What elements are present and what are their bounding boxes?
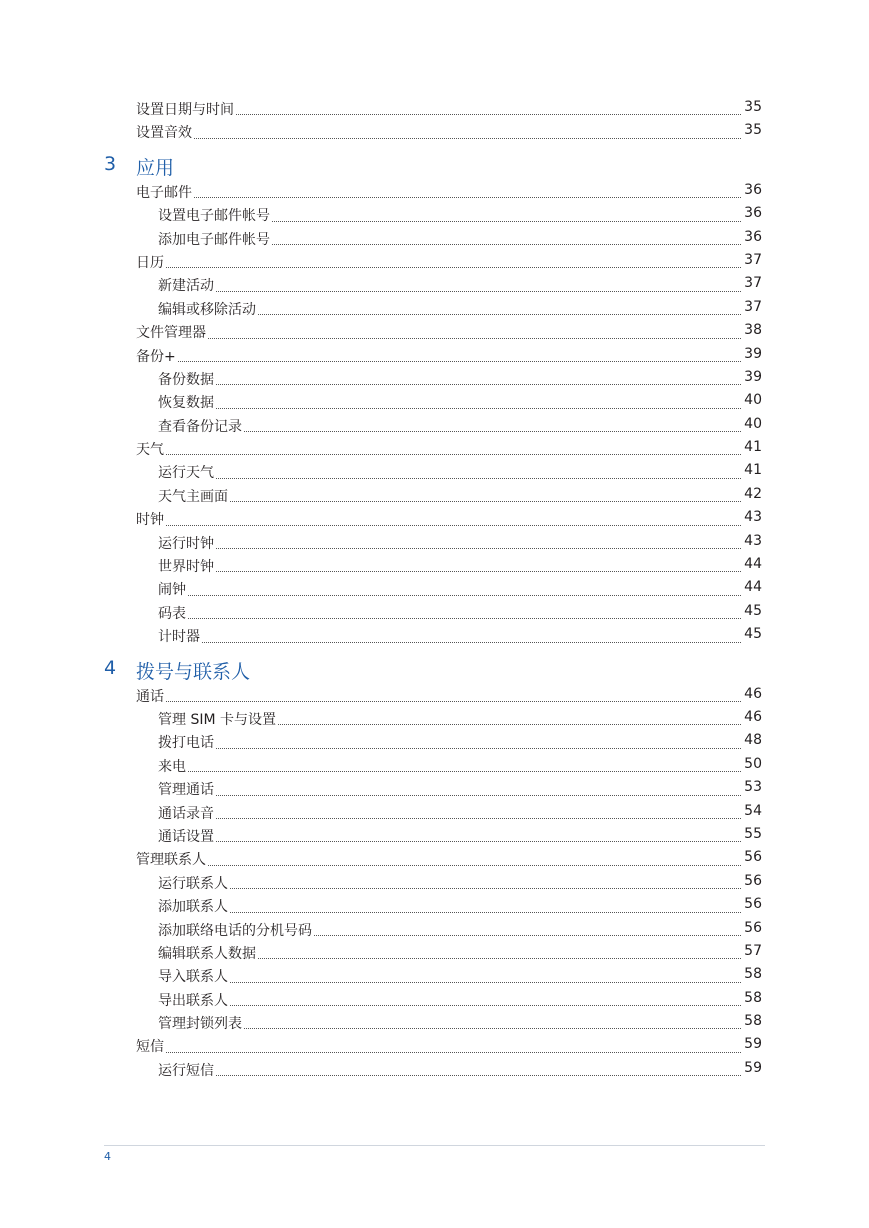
toc-entry[interactable] bbox=[0, 228, 869, 251]
toc-entry-label: 设置音效 bbox=[136, 122, 194, 142]
toc-entry-page: 40 bbox=[744, 392, 762, 409]
toc-entry-label: 闹钟 bbox=[158, 579, 188, 599]
toc-entry-page: 37 bbox=[744, 251, 762, 268]
toc-entry-page: 50 bbox=[744, 755, 762, 772]
toc-entry[interactable] bbox=[0, 1035, 869, 1058]
leader-dots bbox=[136, 197, 741, 198]
toc-entry-page: 53 bbox=[744, 779, 762, 796]
leader-dots bbox=[158, 291, 741, 292]
toc-entry[interactable] bbox=[0, 204, 869, 227]
toc-entry[interactable] bbox=[0, 438, 869, 461]
section-title: 应用 bbox=[136, 156, 175, 179]
section-heading-4 bbox=[0, 649, 869, 685]
toc-entry-label: 天气主画面 bbox=[158, 486, 230, 506]
toc-entry-page: 59 bbox=[744, 1059, 762, 1076]
toc-entry-page: 45 bbox=[744, 602, 762, 619]
leader-dots bbox=[136, 267, 741, 268]
toc-entry-label: 导入联系人 bbox=[158, 966, 230, 986]
toc-entry[interactable] bbox=[0, 731, 869, 754]
toc-entry[interactable] bbox=[0, 251, 869, 274]
leader-dots bbox=[158, 548, 741, 549]
toc-entry-page: 58 bbox=[744, 1013, 762, 1030]
toc-entry-label: 世界时钟 bbox=[158, 556, 216, 576]
leader-dots bbox=[158, 478, 741, 479]
leader-dots bbox=[136, 338, 741, 339]
toc-entry-label: 编辑联系人数据 bbox=[158, 943, 258, 963]
leader-dots bbox=[136, 865, 741, 866]
toc-entry-page: 48 bbox=[744, 732, 762, 749]
toc-entry[interactable] bbox=[0, 802, 869, 825]
toc-entry-label: 导出联系人 bbox=[158, 990, 230, 1010]
section-number: 3 bbox=[104, 152, 117, 175]
toc-entry-page: 38 bbox=[744, 322, 762, 339]
toc-entry[interactable] bbox=[0, 555, 869, 578]
toc-entry[interactable] bbox=[0, 989, 869, 1012]
toc-entry-page: 36 bbox=[744, 181, 762, 198]
toc-entry-label: 编辑或移除活动 bbox=[158, 299, 258, 319]
section-number: 4 bbox=[104, 656, 117, 679]
toc-entry-label: 添加电子邮件帐号 bbox=[158, 229, 272, 249]
toc-entry[interactable] bbox=[0, 345, 869, 368]
toc-entry[interactable] bbox=[0, 1059, 869, 1082]
toc-entry-page: 43 bbox=[744, 509, 762, 526]
toc-entry-label: 运行短信 bbox=[158, 1060, 216, 1080]
toc-entry-page: 46 bbox=[744, 708, 762, 725]
toc-entry-label: 查看备份记录 bbox=[158, 416, 244, 436]
leader-dots bbox=[158, 982, 741, 983]
toc-entry[interactable] bbox=[0, 391, 869, 414]
toc-entry[interactable] bbox=[0, 485, 869, 508]
toc-entry-page: 56 bbox=[744, 919, 762, 936]
leader-dots bbox=[136, 361, 741, 362]
toc-entry[interactable] bbox=[0, 368, 869, 391]
toc-entry-label: 码表 bbox=[158, 603, 188, 623]
toc-entry[interactable] bbox=[0, 532, 869, 555]
toc-entry-label: 短信 bbox=[136, 1036, 166, 1056]
toc-entry-page: 59 bbox=[744, 1036, 762, 1053]
leader-dots bbox=[136, 454, 741, 455]
toc-entry[interactable] bbox=[0, 942, 869, 965]
toc-entry-label: 备份+ bbox=[136, 346, 178, 366]
footer-divider bbox=[104, 1145, 765, 1146]
toc-entry-page: 40 bbox=[744, 415, 762, 432]
toc-entry-label: 通话录音 bbox=[158, 803, 216, 823]
toc-entry[interactable] bbox=[0, 181, 869, 204]
toc-entry-page: 39 bbox=[744, 368, 762, 385]
toc-entry-label: 设置电子邮件帐号 bbox=[158, 205, 272, 225]
table-of-contents bbox=[0, 98, 869, 1082]
toc-entry-label: 管理封锁列表 bbox=[158, 1013, 244, 1033]
toc-entry[interactable] bbox=[0, 578, 869, 601]
leader-dots bbox=[158, 748, 741, 749]
toc-entry[interactable] bbox=[0, 708, 869, 731]
toc-entry-page: 42 bbox=[744, 485, 762, 502]
toc-entry-label: 恢复数据 bbox=[158, 392, 216, 412]
leader-dots bbox=[136, 701, 741, 702]
toc-entry-page: 56 bbox=[744, 896, 762, 913]
toc-entry-page: 35 bbox=[744, 99, 762, 115]
toc-entry-label: 管理 SIM 卡与设置 bbox=[158, 709, 278, 729]
toc-entry-page: 56 bbox=[744, 872, 762, 889]
section-title: 拨号与联系人 bbox=[136, 660, 251, 683]
toc-entry-page: 44 bbox=[744, 556, 762, 573]
toc-entry-page: 58 bbox=[744, 966, 762, 983]
toc-entry[interactable] bbox=[0, 321, 869, 344]
leader-dots bbox=[158, 501, 741, 502]
toc-section-3-entries bbox=[0, 181, 869, 649]
toc-entry-label: 天气 bbox=[136, 439, 166, 459]
toc-entry-label: 新建活动 bbox=[158, 275, 216, 295]
toc-entry-label: 添加联系人 bbox=[158, 896, 230, 916]
leader-dots bbox=[158, 1075, 741, 1076]
toc-entry-page: 36 bbox=[744, 228, 762, 245]
toc-entry[interactable] bbox=[0, 919, 869, 942]
toc-entry[interactable] bbox=[0, 121, 869, 144]
toc-entry[interactable] bbox=[0, 508, 869, 531]
toc-entry-label: 运行时钟 bbox=[158, 533, 216, 553]
leader-dots bbox=[158, 912, 741, 913]
toc-entry-page: 39 bbox=[744, 345, 762, 362]
toc-entry-label: 备份数据 bbox=[158, 369, 216, 389]
toc-entry-page: 45 bbox=[744, 626, 762, 643]
leader-dots bbox=[158, 888, 741, 889]
toc-entry-label: 拨打电话 bbox=[158, 732, 216, 752]
toc-entry[interactable] bbox=[0, 848, 869, 871]
toc-entry-label: 设置日期与时间 bbox=[136, 99, 236, 119]
toc-entry-page: 44 bbox=[744, 579, 762, 596]
toc-entry[interactable] bbox=[0, 825, 869, 848]
leader-dots bbox=[158, 1028, 741, 1029]
leader-dots bbox=[158, 408, 741, 409]
leader-dots bbox=[158, 571, 741, 572]
toc-entry-label: 通话设置 bbox=[158, 826, 216, 846]
leader-dots bbox=[158, 431, 741, 432]
toc-entry-label: 日历 bbox=[136, 252, 166, 272]
toc-entry-page: 35 bbox=[744, 122, 762, 139]
toc-entry-label: 添加联络电话的分机号码 bbox=[158, 920, 314, 940]
toc-entry-label: 通话 bbox=[136, 686, 166, 706]
toc-entry-label: 时钟 bbox=[136, 509, 166, 529]
leader-dots bbox=[158, 595, 741, 596]
toc-entry-label: 运行天气 bbox=[158, 462, 216, 482]
toc-section-4-entries bbox=[0, 685, 869, 1083]
toc-entry-page: 37 bbox=[744, 275, 762, 292]
toc-entry[interactable] bbox=[0, 461, 869, 484]
toc-entry-page: 55 bbox=[744, 825, 762, 842]
toc-entry-page: 57 bbox=[744, 942, 762, 959]
toc-entry[interactable] bbox=[0, 98, 869, 121]
leader-dots bbox=[158, 1005, 741, 1006]
leader-dots bbox=[136, 1052, 741, 1053]
toc-entry[interactable] bbox=[0, 298, 869, 321]
toc-entry-page: 41 bbox=[744, 439, 762, 456]
toc-entry-label: 运行联系人 bbox=[158, 873, 230, 893]
toc-entry-page: 36 bbox=[744, 205, 762, 222]
leader-dots bbox=[158, 841, 741, 842]
leader-dots bbox=[158, 384, 741, 385]
footer-page-number: 4 bbox=[104, 1150, 111, 1163]
leader-dots bbox=[136, 138, 741, 139]
toc-entry[interactable] bbox=[0, 625, 869, 648]
toc-entry-page: 54 bbox=[744, 802, 762, 819]
toc-entry[interactable] bbox=[0, 415, 869, 438]
toc-entry-label: 管理联系人 bbox=[136, 849, 208, 869]
toc-top-entries bbox=[0, 98, 869, 145]
leader-dots bbox=[158, 618, 741, 619]
leader-dots bbox=[158, 642, 741, 643]
toc-entry-label: 文件管理器 bbox=[136, 322, 208, 342]
toc-entry-label: 电子邮件 bbox=[136, 182, 194, 202]
toc-entry[interactable] bbox=[0, 685, 869, 708]
toc-entry[interactable] bbox=[0, 778, 869, 801]
toc-entry[interactable] bbox=[0, 1012, 869, 1035]
toc-entry-label: 计时器 bbox=[158, 626, 202, 646]
toc-entry[interactable] bbox=[0, 274, 869, 297]
toc-entry-label: 管理通话 bbox=[158, 779, 216, 799]
toc-entry-page: 58 bbox=[744, 989, 762, 1006]
section-heading-3 bbox=[0, 145, 869, 181]
toc-entry-label: 来电 bbox=[158, 756, 188, 776]
toc-entry-page: 43 bbox=[744, 532, 762, 549]
toc-entry[interactable] bbox=[0, 755, 869, 778]
leader-dots bbox=[158, 771, 741, 772]
leader-dots bbox=[136, 525, 741, 526]
toc-entry[interactable] bbox=[0, 872, 869, 895]
toc-entry-page: 46 bbox=[744, 685, 762, 702]
toc-entry-page: 56 bbox=[744, 849, 762, 866]
toc-entry[interactable] bbox=[0, 965, 869, 988]
toc-entry[interactable] bbox=[0, 895, 869, 918]
toc-entry-page: 41 bbox=[744, 462, 762, 479]
toc-entry-page: 37 bbox=[744, 298, 762, 315]
leader-dots bbox=[158, 818, 741, 819]
toc-entry[interactable] bbox=[0, 602, 869, 625]
leader-dots bbox=[158, 795, 741, 796]
